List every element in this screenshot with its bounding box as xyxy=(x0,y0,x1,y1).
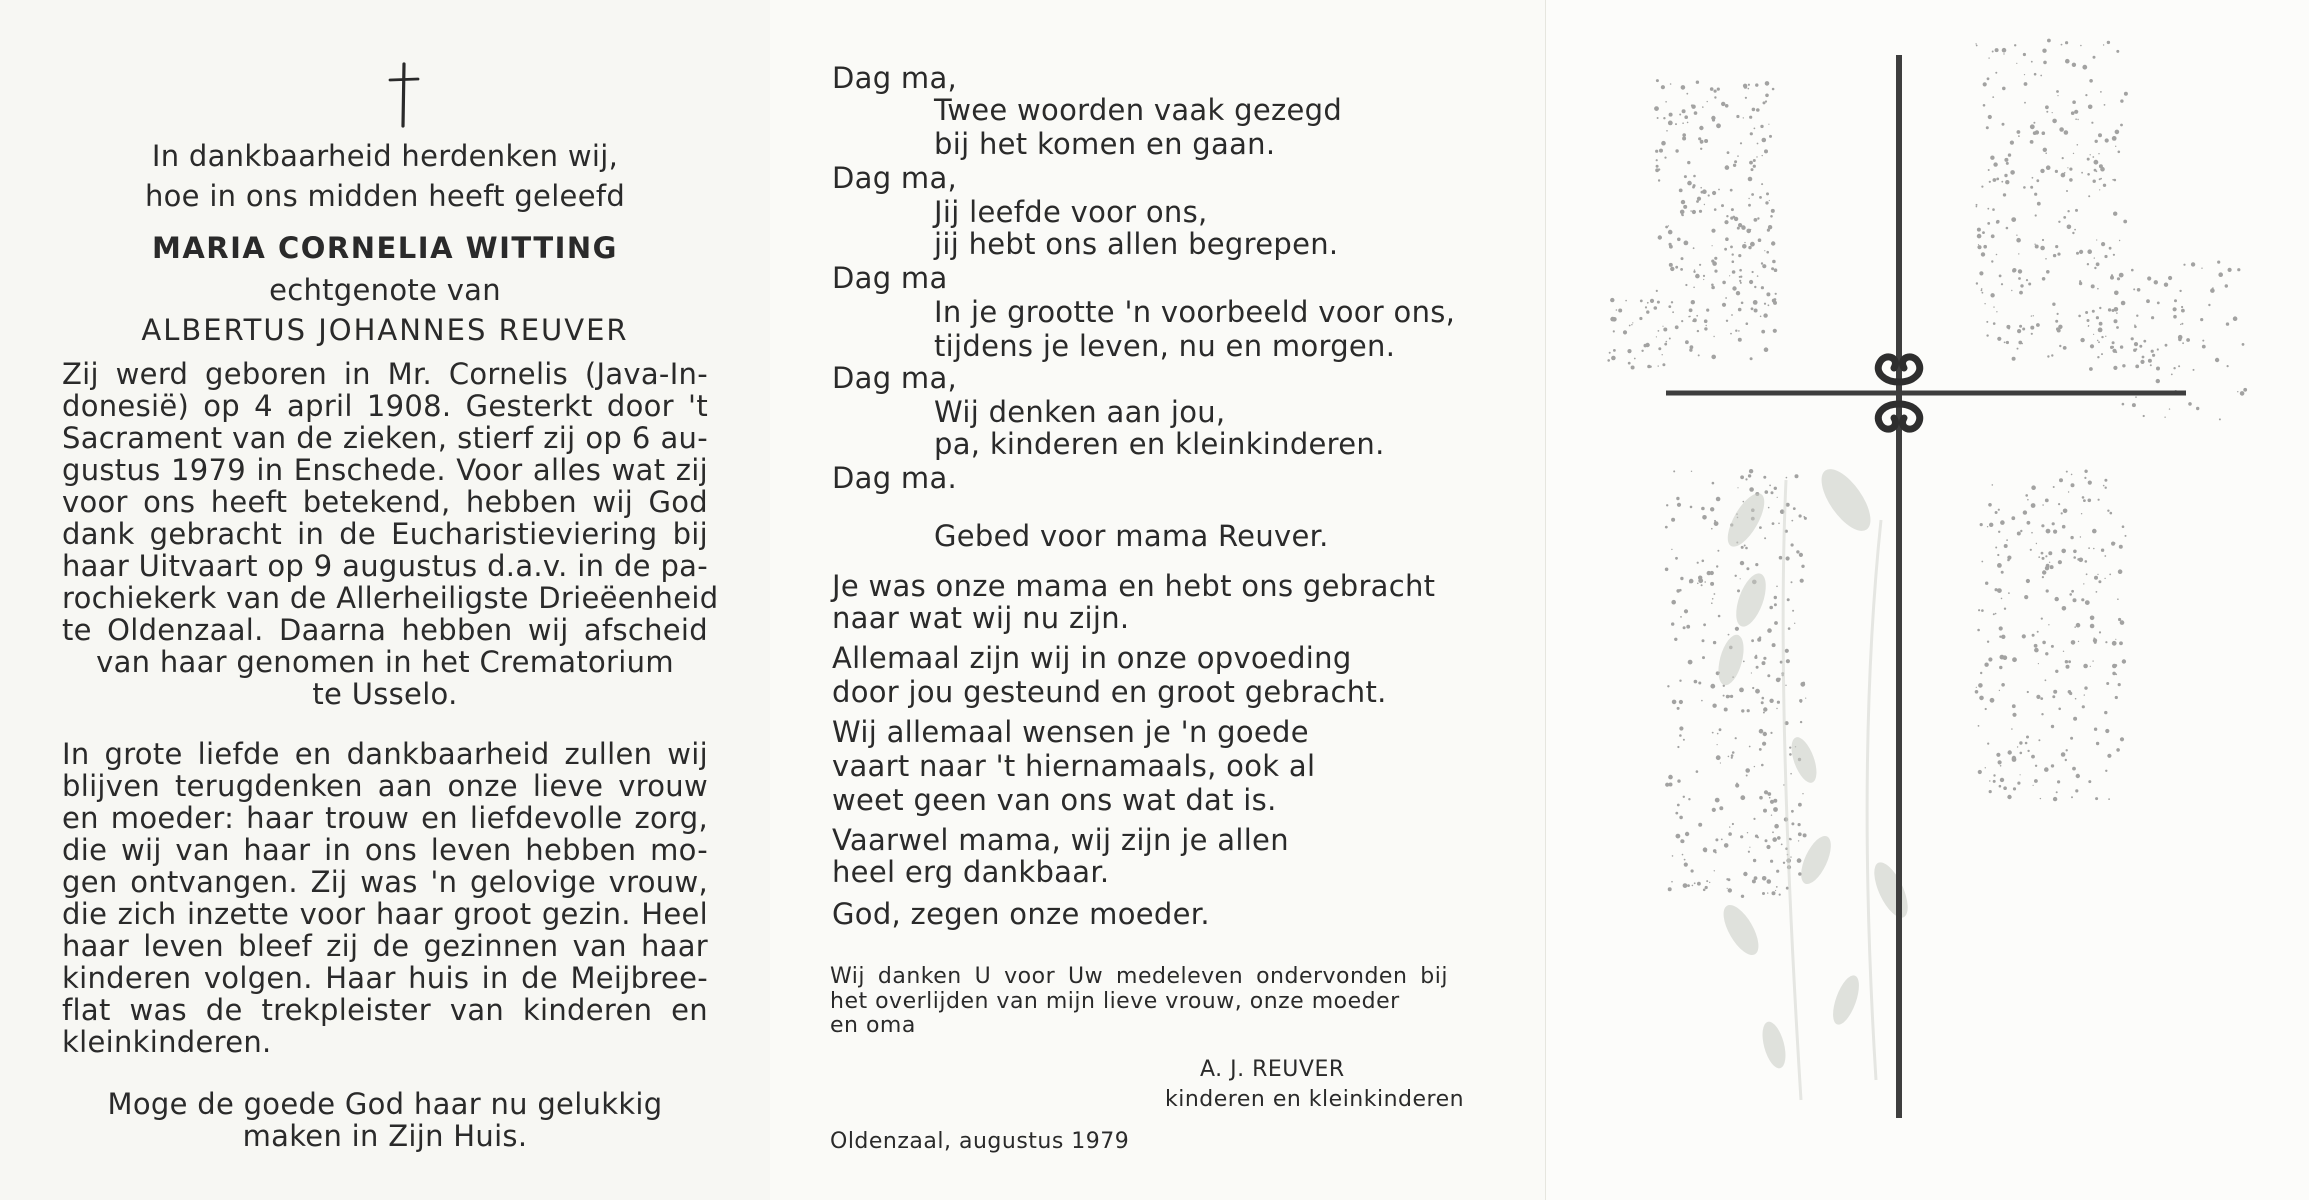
memory-line: kinderen volgen. Haar huis in de Meijbree- xyxy=(62,961,708,995)
memory-line: blijven terugdenken aan onze lieve vrouw xyxy=(62,769,708,803)
bio-line: van haar genomen in het Crematorium xyxy=(96,645,674,679)
memory-line: en moeder: haar trouw en liefdevolle zorg, xyxy=(62,801,708,835)
bio-line: haar Uitvaart op 9 augustus d.a.v. in de pa- xyxy=(62,549,708,583)
memory-line: kleinkinderen. xyxy=(62,1025,272,1059)
decorative-cross-icon xyxy=(1546,0,2309,1200)
thanks-line: en oma xyxy=(830,1013,916,1038)
poem-line: Jij leefde voor ons, xyxy=(934,195,1208,229)
poem-line: jij hebt ons allen begrepen. xyxy=(934,227,1339,261)
prayer-line: Vaarwel mama, wij zijn je allen xyxy=(832,823,1289,857)
poem-line: Dag ma, xyxy=(832,161,958,195)
memory-line: haar leven bleef zij de gezinnen van haar xyxy=(62,929,708,963)
prayer-line: Wij allemaal wensen je 'n goede xyxy=(832,715,1309,749)
poem-line: Dag ma, xyxy=(832,61,958,95)
bio-line: voor ons heeft betekend, hebben wij God xyxy=(62,485,708,519)
memory-line: die zich inzette voor haar groot gezin. Heel xyxy=(62,897,708,931)
closing-line: maken in Zijn Huis. xyxy=(242,1119,528,1153)
intro-line: hoe in ons midden heeft geleefd xyxy=(144,179,626,213)
intro-line: In dankbaarheid herdenken wij, xyxy=(151,139,619,173)
prayer-line: Je was onze mama en hebt ons gebracht xyxy=(832,569,1436,603)
poem-line: Dag ma, xyxy=(832,361,958,395)
prayer-title: Gebed voor mama Reuver. xyxy=(934,519,1329,553)
prayer-line: vaart naar 't hiernamaals, ook al xyxy=(832,749,1316,783)
deceased-name: MARIA CORNELIA WITTING xyxy=(152,231,618,265)
prayer-line: God, zegen onze moeder. xyxy=(832,897,1210,931)
memory-line: In grote liefde en dankbaarheid zullen wij xyxy=(62,737,708,771)
thanks-line: het overlijden van mijn lieve vrouw, onze moeder xyxy=(830,989,1400,1014)
place-date: Oldenzaal, augustus 1979 xyxy=(830,1129,1130,1154)
closing-line: Moge de goede God haar nu gelukkig xyxy=(107,1087,663,1121)
prayer-line: door jou gesteund en groot gebracht. xyxy=(832,675,1387,709)
spouse-name: ALBERTUS JOHANNES REUVER xyxy=(141,313,629,347)
right-panel xyxy=(1545,0,2309,1200)
middle-panel xyxy=(770,0,1545,1200)
memory-line: die wij van haar in ons leven hebben mo- xyxy=(62,833,708,867)
memory-line: gen ontvangen. Zij was 'n gelovige vrouw, xyxy=(62,865,708,899)
poem-line: Dag ma xyxy=(832,261,948,295)
thanks-line: Wij danken U voor Uw medeleven ondervonden bij xyxy=(830,964,1448,989)
poem-line: Dag ma. xyxy=(832,461,958,495)
prayer-line: Allemaal zijn wij in onze opvoeding xyxy=(832,641,1352,675)
bio-line: dank gebracht in de Eucharistieviering bij xyxy=(62,517,708,551)
signature-family: kinderen en kleinkinderen xyxy=(1165,1087,1465,1112)
bio-line: Sacrament van de zieken, stierf zij op 6 au- xyxy=(62,421,708,455)
poem-line: pa, kinderen en kleinkinderen. xyxy=(934,427,1385,461)
memory-line: flat was de trekpleister van kinderen en xyxy=(62,993,708,1027)
poem-line: In je grootte 'n voorbeeld voor ons, xyxy=(934,295,1456,329)
prayer-line: naar wat wij nu zijn. xyxy=(832,601,1130,635)
left-panel xyxy=(0,0,770,1200)
bio-line: Zij werd geboren in Mr. Cornelis (Java-In- xyxy=(62,357,708,391)
poem-line: tijdens je leven, nu en morgen. xyxy=(934,329,1396,363)
poem-line: Wij denken aan jou, xyxy=(934,395,1226,429)
poem-line: Twee woorden vaak gezegd xyxy=(934,93,1343,127)
signature-name: A. J. REUVER xyxy=(1200,1057,1345,1082)
bio-line: donesië) op 4 april 1908. Gesterkt door 't xyxy=(62,389,708,423)
spouse-intro: echtgenote van xyxy=(269,273,501,307)
bio-line: te Usselo. xyxy=(312,677,458,711)
bio-line: te Oldenzaal. Daarna hebben wij afscheid xyxy=(62,613,708,647)
poem-line: bij het komen en gaan. xyxy=(934,127,1276,161)
prayer-line: weet geen van ons wat dat is. xyxy=(832,783,1277,817)
cross-icon xyxy=(384,60,424,130)
bio-line: rochiekerk van de Allerheiligste Drieëenheid xyxy=(62,581,719,615)
bio-line: gustus 1979 in Enschede. Voor alles wat zij xyxy=(62,453,708,487)
prayer-line: heel erg dankbaar. xyxy=(832,855,1110,889)
